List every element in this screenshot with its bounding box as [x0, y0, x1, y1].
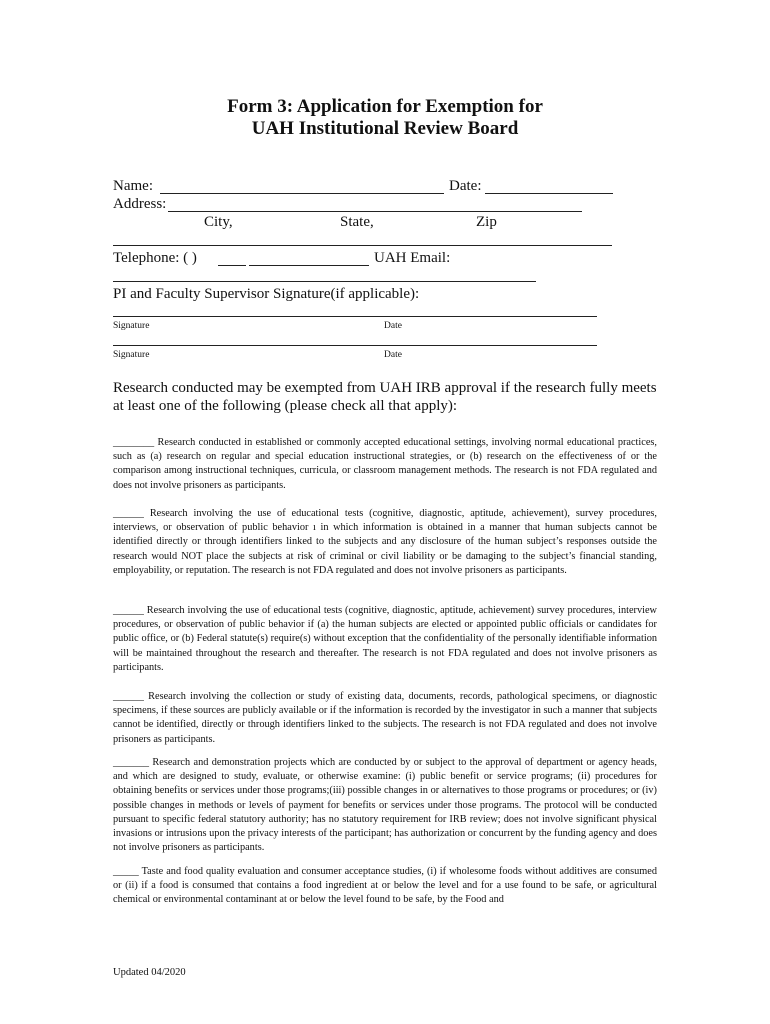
- criterion-paragraph: [113, 507, 657, 578]
- signature-heading: PI and Faculty Supervisor Signature(if applicable):: [113, 286, 420, 302]
- uah-email-field[interactable]: [113, 281, 536, 282]
- city-label: City,: [204, 214, 233, 230]
- criterion-text: Research conducted in established or commonly accepted educational settings, involving normal educational practices, such as (a) research on regular and special education instructional strategies, or (b) research on the effectiveness of or the comparison among instructional techniques, curricula, or classroom management methods. The research is not FDA regulated and does not involve prisoners as participants.: [113, 437, 657, 491]
- checkbox-blank[interactable]: ______: [113, 508, 144, 519]
- signature-date-label: Date: [384, 321, 402, 331]
- criterion-paragraph: [113, 436, 657, 493]
- criterion-text: Taste and food quality evaluation and consumer acceptance studies, (i) if wholesome foods without additives are consumed or (ii) if a food is consumed that contains a food ingredient at or below the level and for a use found to be safe, or agricultural chemical or environmental contaminant at or below the level found to be safe, by the Food and: [113, 866, 657, 906]
- signature-line-1[interactable]: [113, 316, 597, 317]
- signature-label: Signature: [113, 350, 150, 360]
- criterion-paragraph: [113, 756, 657, 855]
- address-label: Address:: [113, 196, 167, 212]
- telephone-prefix-field[interactable]: [218, 265, 246, 266]
- form-title: Form 3: Application for Exemption for: [227, 96, 543, 117]
- signature-label: Signature: [113, 321, 150, 331]
- criterion-paragraph: [113, 690, 657, 747]
- zip-label: Zip: [476, 214, 497, 230]
- checkbox-blank[interactable]: _______: [113, 757, 150, 768]
- name-label: Name:: [113, 178, 153, 194]
- criterion-text: Research and demonstration projects which are conducted by or subject to the approval of department or agency heads, and which are designed to study, evaluate, or otherwise examine: (i) public benefit or service programs; (ii) procedures for obtaining benefits or services under those programs;(iii) possible changes in or alternatives to those programs or procedures; or (iv) possible changes in methods or levels of payment for benefits or services under those programs. The protocol will be conducted pursuant to specific federal statutory authority; has no statutory requirement for IRB review; does not involve significant physical invasions or intrusions upon the privacy interests of the participant; has authorization or concurrent by the funding agency and does not involve prisoners as participants.: [113, 757, 657, 854]
- signature-date-label: Date: [384, 350, 402, 360]
- criterion-text: Research involving the use of educational tests (cognitive, diagnostic, aptitude, achievement), survey procedures, interviews, or observation of public behavior ı in which information is obtained in a manner that human subjects cannot be identified directly or through identifiers linked to the subjects and any disclosure of the human subject’s responses outside the research would NOT place the subjects at risk of criminal or civil liability or be damaging to the subject’s financial standing, employability, or reputation. The research is not FDA regulated and does not involve prisoners as participants.: [113, 508, 657, 576]
- state-label: State,: [340, 214, 374, 230]
- checkbox-blank[interactable]: _____: [113, 866, 139, 877]
- signature-line-2[interactable]: [113, 345, 597, 346]
- exemption-intro: Research conducted may be exempted from UAH IRB approval if the research fully meets at least one of the following (please check all that apply):: [113, 380, 657, 414]
- telephone-field[interactable]: [249, 265, 369, 266]
- address-field[interactable]: [168, 211, 582, 212]
- checkbox-blank[interactable]: ______: [113, 691, 144, 702]
- checkbox-blank[interactable]: ______: [113, 605, 144, 616]
- uah-email-label: UAH Email:: [374, 250, 451, 266]
- criterion-paragraph: [113, 865, 657, 908]
- telephone-label: Telephone: ( ): [113, 250, 197, 266]
- form-subtitle: UAH Institutional Review Board: [251, 118, 519, 139]
- date-label: Date:: [449, 178, 482, 194]
- checkbox-blank[interactable]: ________: [113, 437, 155, 448]
- criterion-paragraph: [113, 604, 657, 675]
- criterion-text: Research involving the use of educational tests (cognitive, diagnostic, aptitude, achievement) survey procedures, interview procedures, or observation of public behavior if (a) the human subjects are elected or appointed public officials or candidates for public office, or (b) Federal statute(s) require(s) without exception that the confidentiality of the personally identifiable information will be maintained throughout the research and thereafter. The research is not FDA regulated and does not involve prisoners as participants.: [113, 605, 657, 673]
- criterion-text: Research involving the collection or study of existing data, documents, records, pathological specimens, or diagnostic specimens, if these sources are publicly available or if the information is recorded by the investigator in such a manner that subjects cannot be identified, directly or through identifiers linked to the subjects. The research is not FDA regulated and does not involve prisoners as participants.: [113, 691, 657, 745]
- address-line-2-field[interactable]: [113, 245, 612, 246]
- date-field[interactable]: [485, 193, 613, 194]
- footer-updated: Updated 04/2020: [113, 967, 186, 978]
- name-field[interactable]: [160, 193, 444, 194]
